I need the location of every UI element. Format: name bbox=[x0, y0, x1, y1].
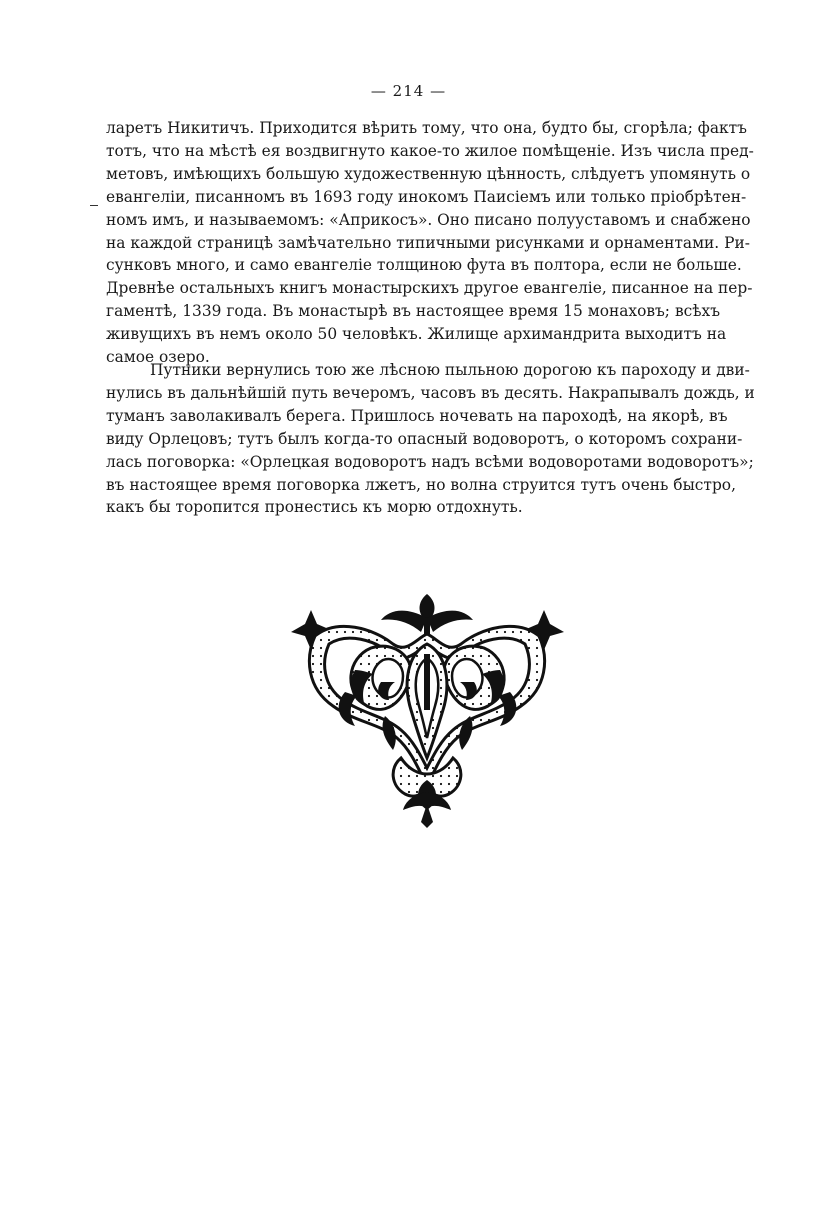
knotwork-floral-tailpiece-icon bbox=[285, 588, 570, 828]
text-line: метовъ, имѣющихъ большую художественную цѣнность, слѣдуетъ упомянуть о bbox=[106, 164, 751, 183]
text-line: Путники вернулись тою же лѣсною пыльною дорогою къ пароходу и дви- bbox=[150, 361, 750, 379]
text-line: живущихъ въ немъ около 50 человѣкъ. Жилище архимандрита выходитъ на bbox=[106, 325, 727, 344]
text-line: виду Орлецовъ; тутъ былъ когда-то опасный водоворотъ, о которомъ сохрани- bbox=[106, 429, 743, 448]
text-line: гаментѣ, 1339 года. Въ монастырѣ въ настоящее время 15 монаховъ; всѣхъ bbox=[106, 302, 720, 321]
text-line: евангеліи, писанномъ въ 1693 году инокомъ Паисіемъ или только пріобрѣтен- bbox=[106, 187, 747, 206]
text-line: туманъ заволакивалъ берега. Пришлось ночевать на пароходѣ, на якорѣ, въ bbox=[106, 406, 728, 425]
paragraph-2 bbox=[106, 359, 755, 519]
text-line: лась поговорка: «Орлецкая водоворотъ надъ всѣми водоворотами водоворотъ»; bbox=[106, 452, 754, 471]
page-number: — 214 — bbox=[370, 82, 447, 100]
text-line: тотъ, что на мѣстѣ ея воздвигнуто какое-то жилое помѣщеніе. Изъ числа пред- bbox=[106, 141, 754, 160]
text-line: въ настоящее время поговорка лжетъ, но волна струится тутъ очень быстро, bbox=[106, 475, 736, 494]
text-line: какъ бы торопится пронестись къ морю отдохнуть. bbox=[106, 498, 523, 517]
text-line: нулись въ дальнѣйшій путь вечеромъ, часовъ въ десять. Накрапывалъ дождь, и bbox=[106, 383, 755, 402]
text-line: самое озеро. bbox=[106, 348, 210, 367]
text-line: на каждой страницѣ замѣчательно типичными рисунками и орнаментами. Ри- bbox=[106, 233, 750, 252]
text-line: номъ имъ, и называемомъ: «Априкосъ». Оно писано полууставомъ и снабжено bbox=[106, 210, 751, 229]
margin-mark bbox=[90, 205, 98, 206]
text-line: ларетъ Никитичъ. Приходится вѣрить тому, что она, будто бы, сгорѣла; фактъ bbox=[106, 119, 747, 137]
paragraph-1 bbox=[106, 117, 754, 369]
text-line: Древнѣе остальныхъ книгъ монастырскихъ другое евангеліе, писанное на пер- bbox=[106, 279, 753, 298]
text-line: сунковъ много, и само евангеліе толщиною фута въ полтора, если не больше. bbox=[106, 256, 742, 275]
